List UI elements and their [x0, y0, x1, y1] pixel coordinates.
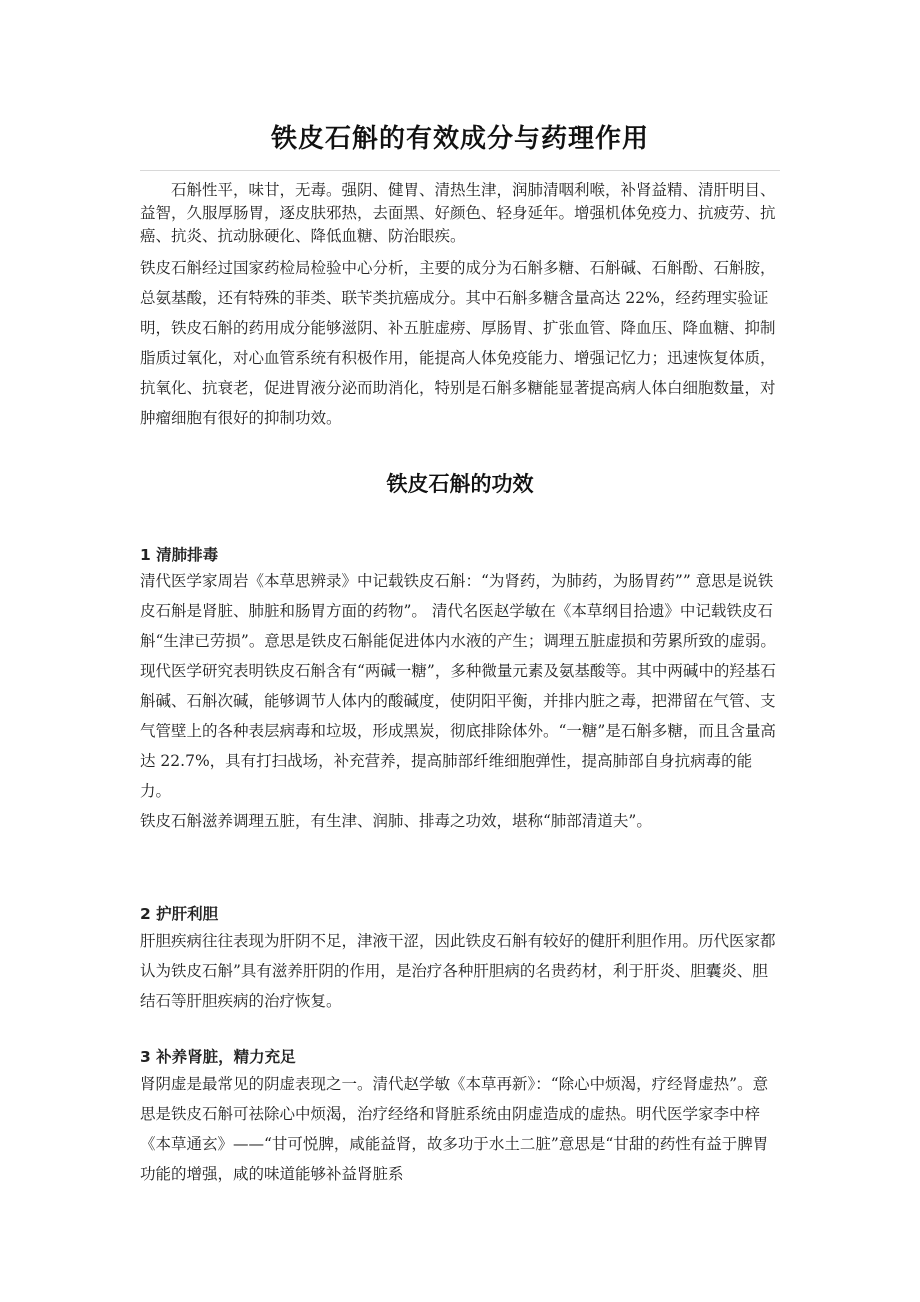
section-heading-3: 3 补养肾脏，精力充足	[140, 1048, 296, 1066]
analysis-text: 铁皮石斛经过国家药检局检验中心分析，主要的成分为石斛多糖、石斛碱、石斛酚、石斛胺，总氨基酸，还有特殊的菲类、联苄类抗癌成分。其中石斛多糖含量高达 22%，经药理实验证明，铁皮石斛的药用成分能够滋阴、补五脏虚痨、厚肠胃、扩张血管、降血压、降血糖、抑制脂质过氧化，对心血管系统有积极作用，能提高人体免疫能力、增强记忆力；迅速恢复体质，抗氧化、抗衰老，促进胃液分泌而助消化，特别是石斛多糖能显著提高病人体白细胞数量，对肿瘤细胞有很好的抑制功效。	[140, 259, 776, 427]
section-heading-1: 1 清肺排毒	[140, 546, 219, 564]
section-2-body	[140, 926, 780, 1016]
section-2-paragraph-1: 肝胆疾病往往表现为肝阴不足，津液干涩，因此铁皮石斛有较好的健肝利胆作用。历代医家都认为铁皮石斛”具有滋养肝阴的作用，是治疗各种肝胆病的名贵药材，利于肝炎、胆囊炎、胆结石等肝胆疾病的治疗恢复。	[140, 932, 776, 1010]
title-divider	[140, 170, 780, 171]
section-1-paragraph-3: 铁皮石斛滋养调理五脏，有生津、润肺、排毒之功效，堪称“肺部清道夫”。	[140, 812, 652, 830]
page-title: 铁皮石斛的有效成分与药理作用	[270, 124, 649, 154]
section-heading-2: 2 护肝利胆	[140, 905, 219, 923]
intro-paragraph: 石斛性平，味甘，无毒。强阴、健胃、清热生津，润肺清咽利喉，补肾益精、清肝明目、益智，久服厚肠胃，逐皮肤邪热，去面黑、好颜色、轻身延年。增强机体免疫力、抗疲劳、抗癌、抗炎、抗动脉硬化、降低血糖、防治眼疾。	[140, 181, 776, 245]
section-1-body	[140, 566, 780, 836]
section-subtitle: 铁皮石斛的功效	[386, 472, 534, 496]
section-3-body	[140, 1069, 780, 1189]
section-3-paragraph-1: 肾阴虚是最常见的阴虚表现之一。清代赵学敏《本草再新》：“除心中烦渴，疗经肾虚热”。意思是铁皮石斛可祛除心中烦渴，治疗经络和肾脏系统由阴虚造成的虚热。明代医学家李中梓《本草通玄》——“甘可悦脾，咸能益肾，故多功于水土二脏”意思是“甘甜的药性有益于脾胃功能的增强，咸的味道能够补益肾脏系	[140, 1075, 769, 1183]
section-1-paragraph-2: 现代医学研究表明铁皮石斛含有“两碱一糖”，多种微量元素及氨基酸等。其中两碱中的羟基石斛碱、石斛次碱，能够调节人体内的酸碱度，使阴阳平衡，并排内脏之毒，把滞留在气管、支气管壁上的各种表层病毒和垃圾，形成黑炭，彻底排除体外。“一糖”是石斛多糖，而且含量高达 22.7%，具有打扫战场，补充营养，提高肺部纤维细胞弹性，提高肺部自身抗病毒的能力。	[140, 662, 776, 800]
analysis-paragraph	[140, 253, 780, 433]
section-1-paragraph-1: 清代医学家周岩《本草思辨录》中记载铁皮石斛：“为肾药，为肺药，为肠胃药”” 意思是说铁皮石斛是肾脏、肺脏和肠胃方面的药物”。 清代名医赵学敏在《本草纲目拾遗》中记载铁皮石斛“生津已劳损”。意思是铁皮石斛能促进体内水液的产生；调理五脏虚损和劳累所致的虚弱。	[140, 572, 776, 650]
